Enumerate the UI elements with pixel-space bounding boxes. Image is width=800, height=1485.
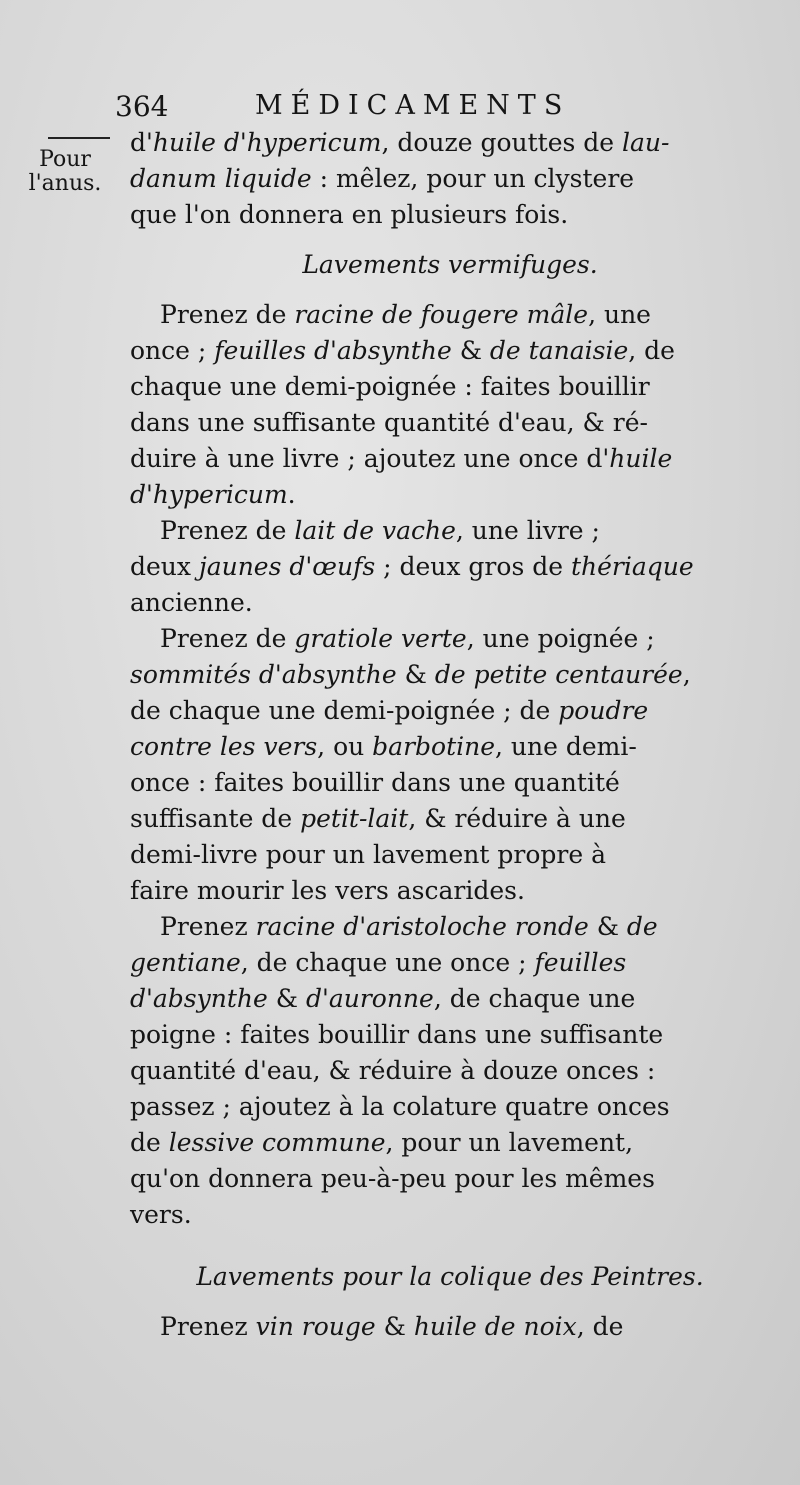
text-line: dans une suffisante quantité d'eau, & ré- xyxy=(130,408,648,437)
spacer xyxy=(130,1233,770,1259)
text-line: once : faites bouillir dans une quantité xyxy=(130,768,620,797)
spacer xyxy=(130,283,770,297)
text-line: once ; feuilles d'absynthe & de tanaisie, de xyxy=(130,336,675,365)
text-line: d'hypericum. xyxy=(130,480,296,509)
page-number: 364 xyxy=(115,90,169,123)
section-title: Lavements vermifuges. xyxy=(302,250,598,279)
text-line: quantité d'eau, & réduire à douze onces : xyxy=(130,1056,656,1085)
text-line: d'absynthe & d'auronne, de chaque une xyxy=(130,984,636,1013)
page-header xyxy=(115,90,635,130)
text-line: chaque une demi-poignée : faites bouillir xyxy=(130,372,650,401)
text-line: de lessive commune, pour un lavement, xyxy=(130,1128,634,1157)
text-line: contre les vers, ou barbotine, une demi- xyxy=(130,732,637,761)
text-line: que l'on donnera en plusieurs fois. xyxy=(130,200,569,229)
text-line: deux jaunes d'œufs ; deux gros de thériaque xyxy=(130,552,694,581)
margin-rule xyxy=(48,137,110,139)
text-line: ancienne. xyxy=(130,588,253,617)
text-line: Prenez de lait de vache, une livre ; xyxy=(160,516,600,545)
body-text xyxy=(130,125,770,1345)
text-line: faire mourir les vers ascarides. xyxy=(130,876,525,905)
margin-note-line: Pour xyxy=(39,147,91,172)
text-line: demi-livre pour un lavement propre à xyxy=(130,840,606,869)
text-line: de chaque une demi-poignée ; de poudre xyxy=(130,696,649,725)
text-line: Prenez de racine de fougere mâle, une xyxy=(160,300,651,329)
text-line: gentiane, de chaque une once ; feuilles xyxy=(130,948,627,977)
text-line: vers. xyxy=(130,1200,192,1229)
section-title: Lavements pour la colique des Peintres. xyxy=(196,1262,704,1291)
text-line: poigne : faites bouillir dans une suffisante xyxy=(130,1020,664,1049)
text-line: sommités d'absynthe & de petite centaurée, xyxy=(130,660,691,689)
spacer xyxy=(130,233,770,247)
text-line: d'huile d'hypericum, douze gouttes de lau- xyxy=(130,128,670,157)
margin-note-line: l'anus. xyxy=(28,171,102,196)
text-line: suffisante de petit-lait, & réduire à une xyxy=(130,804,626,833)
text-line: duire à une livre ; ajoutez une once d'huile xyxy=(130,444,673,473)
text-line: passez ; ajoutez à la colature quatre onces xyxy=(130,1092,670,1121)
text-line: Prenez vin rouge & huile de noix, de xyxy=(160,1312,624,1341)
text-line: danum liquide : mêlez, pour un clystere xyxy=(130,164,635,193)
text-line: Prenez de gratiole verte, une poignée ; xyxy=(160,624,655,653)
text-line: Prenez racine d'aristoloche ronde & de xyxy=(160,912,658,941)
running-head: MÉDICAMENTS xyxy=(255,90,571,121)
text-line: qu'on donnera peu-à-peu pour les mêmes xyxy=(130,1164,655,1193)
spacer xyxy=(130,1295,770,1309)
margin-note xyxy=(20,148,110,196)
